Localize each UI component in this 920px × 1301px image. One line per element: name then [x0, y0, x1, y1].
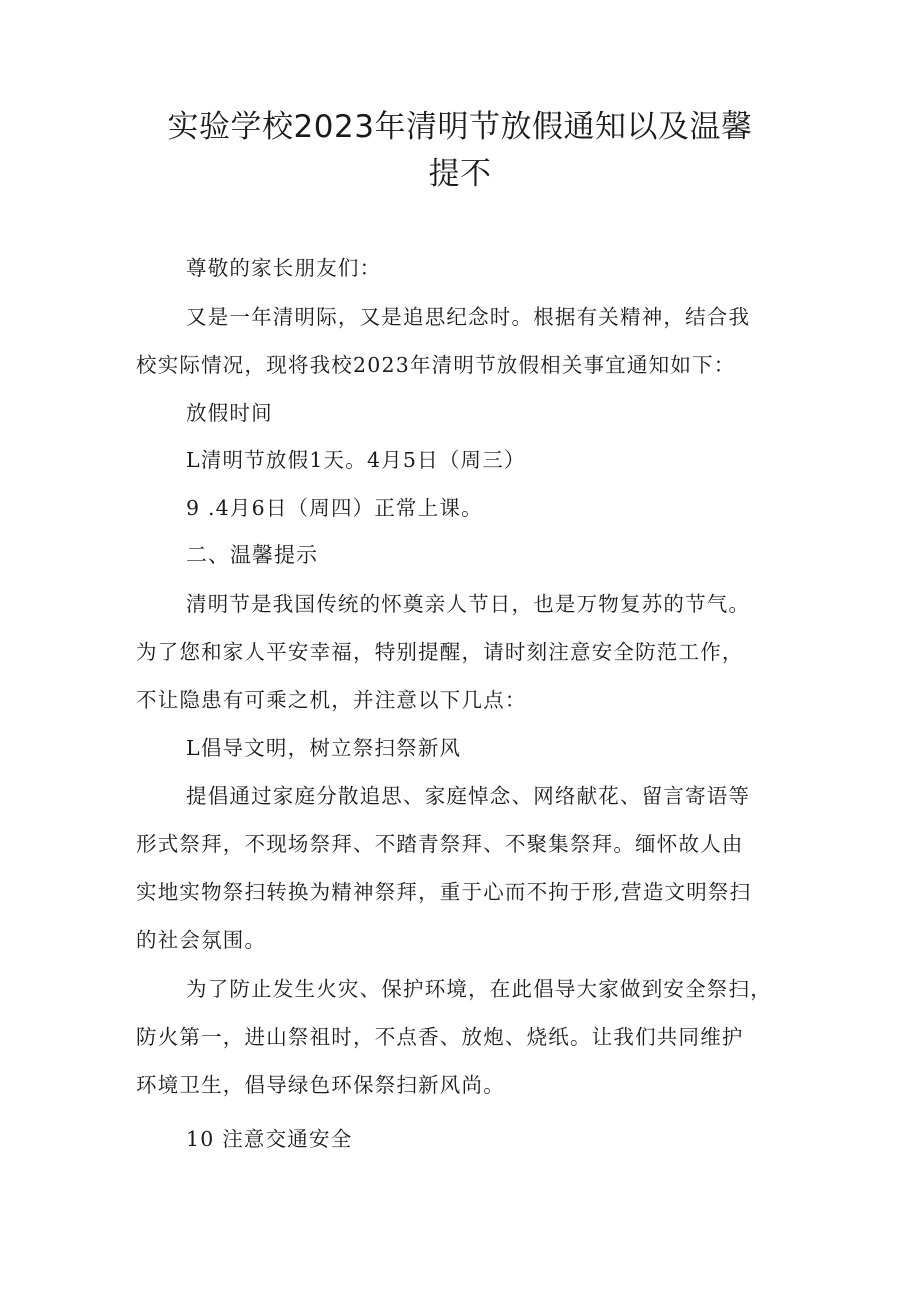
tip1-para1-line-3: 实地实物祭扫转换为精神祭拜，重于心而不拘于形,营造文明祭扫	[136, 880, 752, 904]
tips-intro-line-1: 清明节是我国传统的怀奠亲人节日，也是万物复苏的节气。	[186, 592, 751, 616]
tip1-para1-line-2: 形式祭拜，不现场祭拜、不踏青祭拜、不聚集祭拜。缅怀故人由	[136, 832, 744, 856]
tip1-heading: L倡导文明，树立祭扫祭新风	[186, 736, 462, 760]
tip1-para2-line-2: 防火第一，进山祭祖时，不点香、放炮、烧纸。让我们共同维护	[136, 1025, 744, 1049]
document-title-line-1: 实验学校2023年清明节放假通知以及温馨	[167, 109, 753, 145]
tip1-para2-line-1: 为了防止发生火灾、保护环境，在此倡导大家做到安全祭扫，	[186, 977, 772, 1001]
holiday-item-2: 9 .4月6日（周四）正常上课。	[186, 496, 483, 520]
intro-line-2: 校实际情况，现将我校2023年清明节放假相关事宜通知如下：	[136, 353, 736, 377]
tips-intro-line-3: 不让隐患有可乘之机，并注意以下几点：	[136, 688, 527, 712]
tips-intro-line-2: 为了您和家人平安幸福，特别提醒，请时刻注意安全防范工作，	[136, 640, 744, 664]
greeting: 尊敬的家长朋友们：	[186, 256, 382, 280]
tips-heading: 二、温馨提示	[186, 543, 318, 567]
holiday-item-1: L清明节放假1天。4月5日（周三）	[186, 448, 526, 472]
tip1-para1-line-1: 提倡通过家庭分散追思、家庭悼念、网络献花、留言寄语等	[186, 784, 751, 808]
tip1-para1-line-4: 的社会氛围。	[136, 928, 267, 952]
document-title-line-2: 提不	[428, 156, 492, 192]
tip1-para2-line-3: 环境卫生，倡导绿色环保祭扫新风尚。	[136, 1073, 505, 1097]
intro-line-1: 又是一年清明际，又是追思纪念时。根据有关精神，结合我	[186, 305, 751, 329]
tip2-heading: 10 注意交通安全	[186, 1127, 353, 1151]
holiday-heading: 放假时间	[186, 401, 273, 425]
